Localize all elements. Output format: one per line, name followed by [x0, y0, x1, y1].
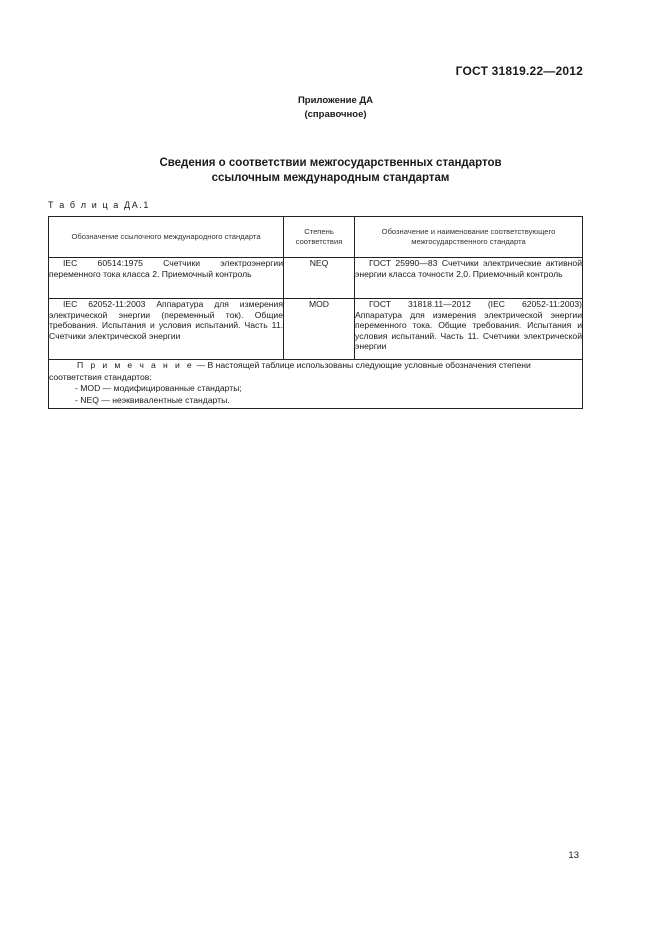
table-note	[49, 360, 583, 409]
appendix-subtitle: (справочное)	[304, 109, 367, 120]
cell-degree: MOD	[284, 299, 355, 360]
table-note-row	[49, 360, 583, 409]
section-title-line-1: Сведения о соответствии межгосударственных стандартов	[159, 157, 502, 169]
header-degree: Степень соответствия	[284, 217, 355, 258]
note-item-mod: - MOD — модифицированные стандарты;	[75, 383, 242, 394]
appendix-heading	[0, 94, 661, 122]
correspondence-table	[48, 216, 583, 409]
section-title-line-2: ссылочным международным стандартам	[211, 172, 450, 184]
note-text: — В настоящей таблице использованы следующие условные обозначения степени соответствия стандартов:	[49, 360, 531, 382]
table-row	[49, 299, 583, 360]
cell-interstate-standard: ГОСТ 31818.11—2012 (IEC 62052-11:2003) Аппаратура для измерения электрической энергии переменного тока. Общие требования. Испытания и условия испытаний. Часть 11. Счетчики электрической энергии	[355, 299, 583, 360]
note-label: П р и м е ч а н и е	[77, 360, 195, 370]
document-code: ГОСТ 31819.22—2012	[455, 64, 583, 78]
table-row	[49, 258, 583, 299]
cell-international-standard: IEC 62052-11:2003 Аппаратура для измерения электрической энергии (переменный ток). Общие требования. Испытания и условия испытаний. Часть 11. Счетчики электрической энергии	[49, 299, 284, 360]
note-item-neq: - NEQ — неэквивалентные стандарты.	[75, 394, 230, 405]
note-lead	[49, 360, 582, 383]
cell-interstate-standard: ГОСТ 25990—83 Счетчики электрические активной энергии класса точности 2,0. Приемочный контроль	[355, 258, 583, 299]
header-international-standard: Обозначение ссылочного международного стандарта	[49, 217, 284, 258]
table-header-row	[49, 217, 583, 258]
page-number: 13	[568, 850, 579, 861]
appendix-title: Приложение ДА	[297, 95, 374, 106]
header-interstate-standard: Обозначение и наименование соответствующего межгосударственного стандарта	[355, 217, 583, 258]
cell-international-standard: IEC 60514:1975 Счетчики электроэнергии переменного тока класса 2. Приемочный контроль	[49, 258, 284, 299]
cell-degree: NEQ	[284, 258, 355, 299]
table-caption: Т а б л и ц а ДА.1	[48, 200, 151, 210]
section-title	[0, 156, 661, 186]
